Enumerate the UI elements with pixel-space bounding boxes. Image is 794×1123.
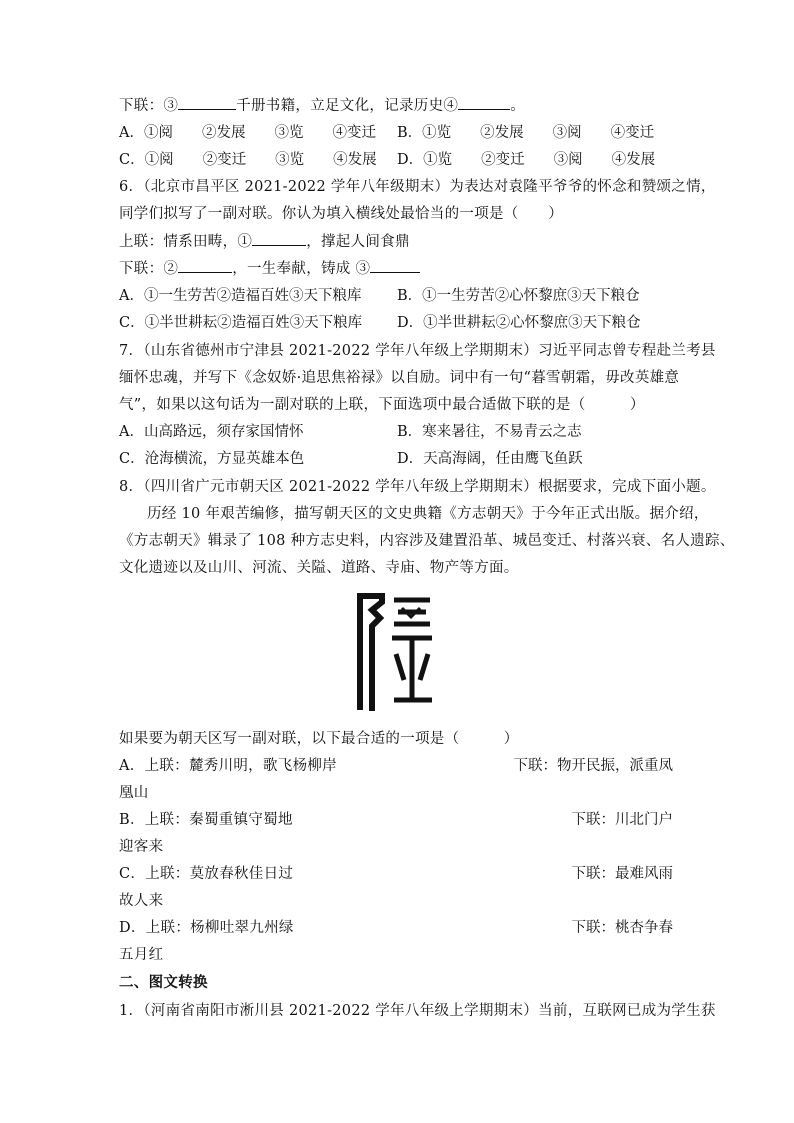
q7-stem-line-3: 气”，如果以这句话为一副对联的上联，下面选项中最合适做下联的是（ ） <box>119 397 645 413</box>
q7-stem-line-1: 7．（山东省德州市宁津县 2021-2022 学年八年级上学期期末）习近平同志曾专程赴兰考县 <box>119 343 716 359</box>
q6-option-b: B．①一生劳苦②心怀黎庶③天下粮仓 <box>397 288 640 304</box>
section2-q1-stem: 1．（河南省南阳市淅川县 2021-2022 学年八年级上学期期末）当前，互联网已成为学生获 <box>119 1003 716 1019</box>
blank-2 <box>178 258 232 273</box>
q7-option-a: A．山高路远，须存家国情怀 <box>119 424 304 440</box>
q6-stem-line-1: 6．（北京市昌平区 2021-2022 学年八年级期末）为表达对袁隆平爷爷的怀念和赞颂之情， <box>119 179 716 195</box>
section-heading: 二、图文转换 <box>119 975 208 991</box>
seal-bottom-strokes <box>392 638 432 700</box>
q8-option-a-lower: 下联：物开民振，派重凤 <box>513 758 673 774</box>
q8-option-d-lower: 下联：桃杏争春 <box>571 920 673 936</box>
q6-stem-line-2: 同学们拟写了一副对联。你认为填入横线处最恰当的一项是（ ） <box>119 206 563 222</box>
q8-option-d-wrap: 五月红 <box>119 947 164 963</box>
q8-passage-line-3: 文化遗迹以及山川、河流、关隘、道路、寺庙、物产等方面。 <box>119 560 519 576</box>
q8-option-b-lower: 下联：川北门户 <box>571 812 673 828</box>
q8-option-b-upper: B．上联：秦蜀重镇守蜀地 <box>119 812 293 828</box>
q5-lower-couplet: 下联：③ 千册书籍，立足文化，记录历史④ 。 <box>119 95 679 116</box>
q5-option-a: A．①阅 ②发展 ③览 ④变迁 <box>119 125 376 141</box>
q8-option-a-wrap: 凰山 <box>119 785 149 801</box>
q7-option-d: D．天高海阔，任由鹰飞鱼跃 <box>397 451 583 467</box>
q8-option-b-wrap: 迎客来 <box>119 839 164 855</box>
q7-option-b: B．寒来暑往，不易青云之志 <box>397 424 582 440</box>
blank-4 <box>458 95 510 110</box>
q8-stem: 8．（四川省广元市朝天区 2021-2022 学年八年级上学期期末）根据要求，完成下面小题。 <box>119 479 716 495</box>
seal-character-image <box>350 588 442 716</box>
q8-option-c-lower: 下联：最难风雨 <box>571 866 673 882</box>
q8-option-c-upper: C．上联：莫放春秋佳日过 <box>119 866 294 882</box>
q8-option-c-wrap: 故人来 <box>119 893 164 909</box>
q7-stem-line-2: 缅怀忠魂，并写下《念奴娇·追思焦裕禄》以自励。词中有一句“暮雪朝霜，毋改英雄意 <box>119 370 680 386</box>
q8-question: 如果要为朝天区写一副对联，以下最合适的一项是（ ） <box>119 731 519 747</box>
q6-lower-couplet: 下联：② ，一生奉献，铸成 ③ <box>119 258 679 279</box>
q5-option-b: B．①览 ②发展 ③阅 ④变迁 <box>397 125 655 141</box>
q6-upper-couplet: 上联：情系田畴，① ，撑起人间食鼎 <box>119 231 679 252</box>
seal-top-strokes <box>394 600 430 624</box>
q5-option-d: D．①览 ②变迁 ③阅 ④发展 <box>397 152 656 168</box>
q7-option-c: C．沧海横流，方显英雄本色 <box>119 451 305 467</box>
blank-1 <box>252 231 306 246</box>
q5-option-c: C．①阅 ②变迁 ③览 ④发展 <box>119 152 377 168</box>
blank-3 <box>178 95 236 110</box>
q8-passage-line-2: 《方志朝天》辑录了 108 种方志史料，内容涉及建置沿革、城邑变迁、村落兴衰、名人遗踪、 <box>119 533 735 549</box>
q6-option-c: C．①半世耕耘②造福百姓③天下粮库 <box>119 315 363 331</box>
blank-3 <box>370 258 420 273</box>
seal-radical-stroke <box>360 596 382 708</box>
q8-option-a-upper: A．上联：麓秀川明，歌飞杨柳岸 <box>119 758 337 774</box>
q6-option-d: D．①半世耕耘②心怀黎庶③天下粮仓 <box>397 315 641 331</box>
q8-option-d-upper: D．上联：杨柳吐翠九州绿 <box>119 920 294 936</box>
q6-option-a: A．①一生劳苦②造福百姓③天下粮库 <box>119 288 362 304</box>
q8-passage-line-1: 历经 10 年艰苦编修，描写朝天区的文史典籍《方志朝天》于今年正式出版。据介绍， <box>147 506 709 522</box>
